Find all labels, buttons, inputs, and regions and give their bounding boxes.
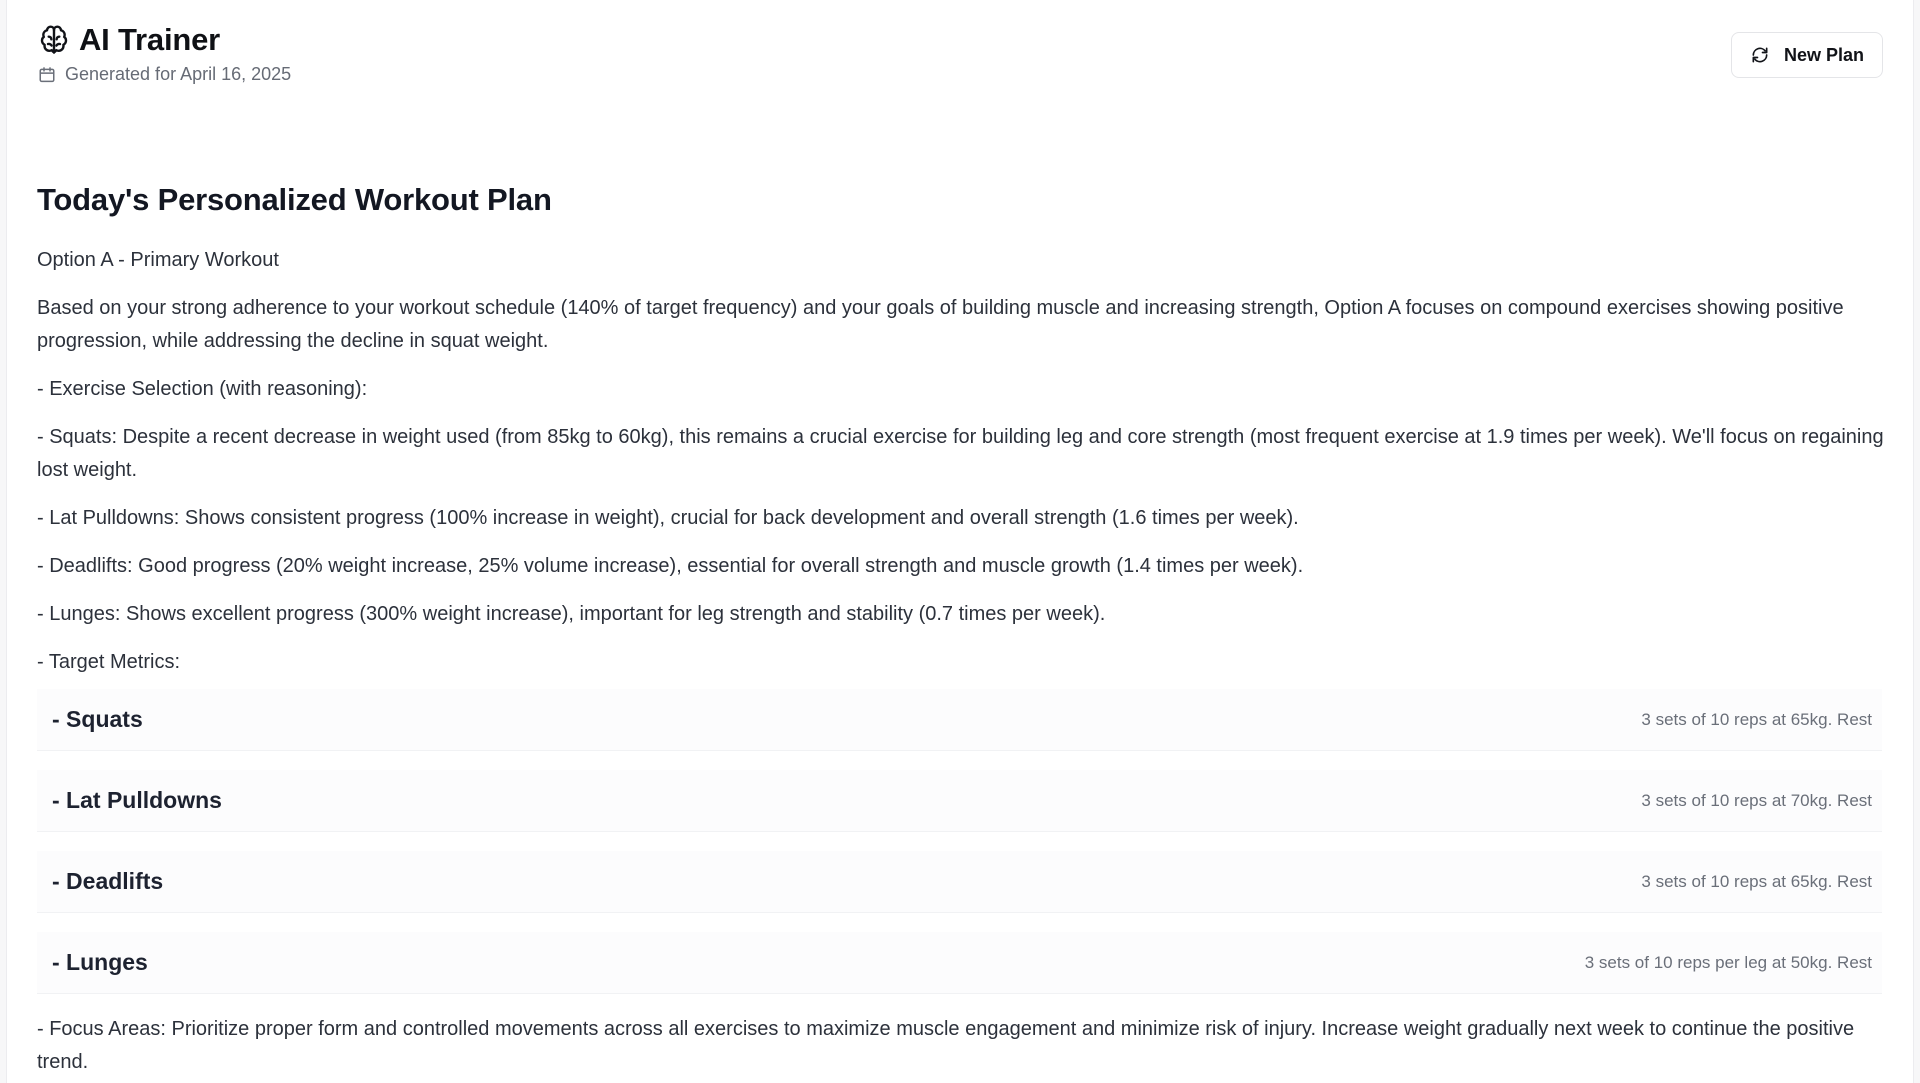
page-title: Today's Personalized Workout Plan xyxy=(37,182,552,217)
focus-areas: - Focus Areas: Prioritize proper form and controlled movements across all exercises to maximize muscle engagement and minimize risk of injury. Increase weight gradually next week to continue the positive trend. xyxy=(37,1018,1855,1073)
metric-detail: 3 sets of 10 reps at 65kg. Rest xyxy=(1641,709,1872,729)
plan-content xyxy=(37,180,1887,1079)
plan-summary: Based on your strong adherence to your workout schedule (140% of target frequency) and your goals of building muscle and increasing strength, Option A focuses on compound exercises showing positive progression, while addressing the decline in squat weight. xyxy=(37,297,1844,352)
metric-name: - Squats xyxy=(52,706,143,732)
exercise-reason-squats: - Squats: Despite a recent decrease in weight used (from 85kg to 60kg), this remains a crucial exercise for building leg and core strength (most frequent exercise at 1.9 times per week). We'll focus on regaining lost weight. xyxy=(37,426,1884,481)
exercise-reason-lunges: - Lunges: Shows excellent progress (300% weight increase), important for leg strength and stability (0.7 times per week). xyxy=(37,603,1106,625)
generated-date xyxy=(37,64,1883,85)
option-label: Option A - Primary Workout xyxy=(37,249,279,271)
exercise-reason-lat-pulldowns: - Lat Pulldowns: Shows consistent progress (100% increase in weight), crucial for back development and overall strength (1.6 times per week). xyxy=(37,507,1299,529)
brand xyxy=(37,18,1883,62)
calendar-icon xyxy=(37,65,57,85)
brain-icon xyxy=(37,23,71,57)
metric-detail: 3 sets of 10 reps per leg at 50kg. Rest xyxy=(1584,952,1872,972)
new-plan-label: New Plan xyxy=(1783,44,1865,65)
target-metrics-list xyxy=(37,689,1882,994)
exercise-selection-heading: - Exercise Selection (with reasoning): xyxy=(37,378,368,400)
metric-name: - Deadlifts xyxy=(52,868,164,894)
metric-name: - Lat Pulldowns xyxy=(52,787,222,813)
metric-row-lunges xyxy=(37,932,1882,994)
refresh-icon xyxy=(1750,45,1770,65)
generated-date-label: Generated for April 16, 2025 xyxy=(65,64,292,84)
metric-row-squats xyxy=(37,689,1882,751)
app-title: AI Trainer xyxy=(79,22,220,57)
metric-name: - Lunges xyxy=(52,949,148,975)
metric-row-deadlifts xyxy=(37,851,1882,913)
metric-row-lat-pulldowns xyxy=(37,770,1882,832)
target-metrics-heading: - Target Metrics: xyxy=(37,651,180,673)
metric-detail: 3 sets of 10 reps at 70kg. Rest xyxy=(1641,790,1872,810)
header xyxy=(37,18,1883,98)
metric-detail: 3 sets of 10 reps at 65kg. Rest xyxy=(1641,871,1872,891)
app-window xyxy=(6,0,1914,1083)
exercise-reason-deadlifts: - Deadlifts: Good progress (20% weight increase, 25% volume increase), essential for overall strength and muscle growth (1.4 times per week). xyxy=(37,555,1304,577)
new-plan-button[interactable] xyxy=(1731,32,1883,78)
